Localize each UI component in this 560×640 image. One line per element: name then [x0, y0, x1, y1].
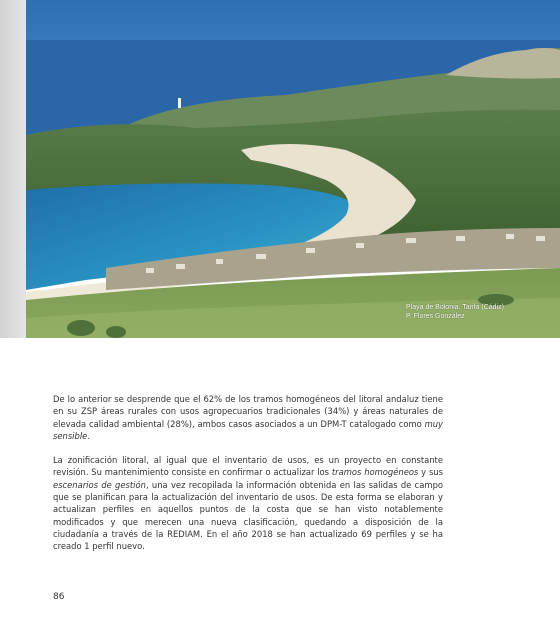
body-text: [53, 393, 443, 565]
paragraph-2-emphasis-a: tramos homogéneos: [331, 467, 419, 478]
left-margin-strip: [0, 0, 26, 338]
page-number: 86: [53, 592, 65, 602]
paragraph-1-emphasis: muy sensible: [53, 418, 443, 441]
photo-caption: [406, 303, 536, 321]
paragraph-1: [53, 393, 443, 442]
caption-credit: P. Flores González: [406, 313, 465, 320]
paragraph-1-text: De lo anterior se desprende que el 62% de los tramos homogéneos del litoral andaluz tiene en su ZSP áreas rurales con usos agropecuarios tradicionales (34%) y áreas naturales de elevada calidad ambiental (28%), ambos casos asociados a un DPM-T catalogado como: [53, 394, 443, 429]
beach-photo: [26, 0, 560, 338]
paragraph-2: [53, 454, 443, 552]
paragraph-2-text-a: La zonificación litoral, al igual que el inventario de usos, es un proyecto en constante revisión. Su mantenimiento consiste en confirmar o actualizar los: [53, 455, 443, 478]
paragraph-2-text-b: y sus: [418, 467, 443, 478]
caption-title: Playa de Bolonia. Tarifa (Cádiz): [406, 304, 504, 311]
paragraph-2-text-c: , una vez recopilada la información obtenida en las salidas de campo que se planifican para la actualización del inventario de usos. De esta forma se elaboran y actualizan perfiles en aquellos puntos de la costa que se han visto notablemente modificados y que merecen una nueva clasificación, quedando a disposición de la ciudadanía a través de la REDIAM. En el año 2018 se han actualizado 69 perfiles y se ha creado 1 perfil nuevo.: [53, 479, 444, 552]
paragraph-2-emphasis-b: escenarios de gestión: [53, 479, 146, 490]
paragraph-1-end: .: [87, 430, 90, 441]
